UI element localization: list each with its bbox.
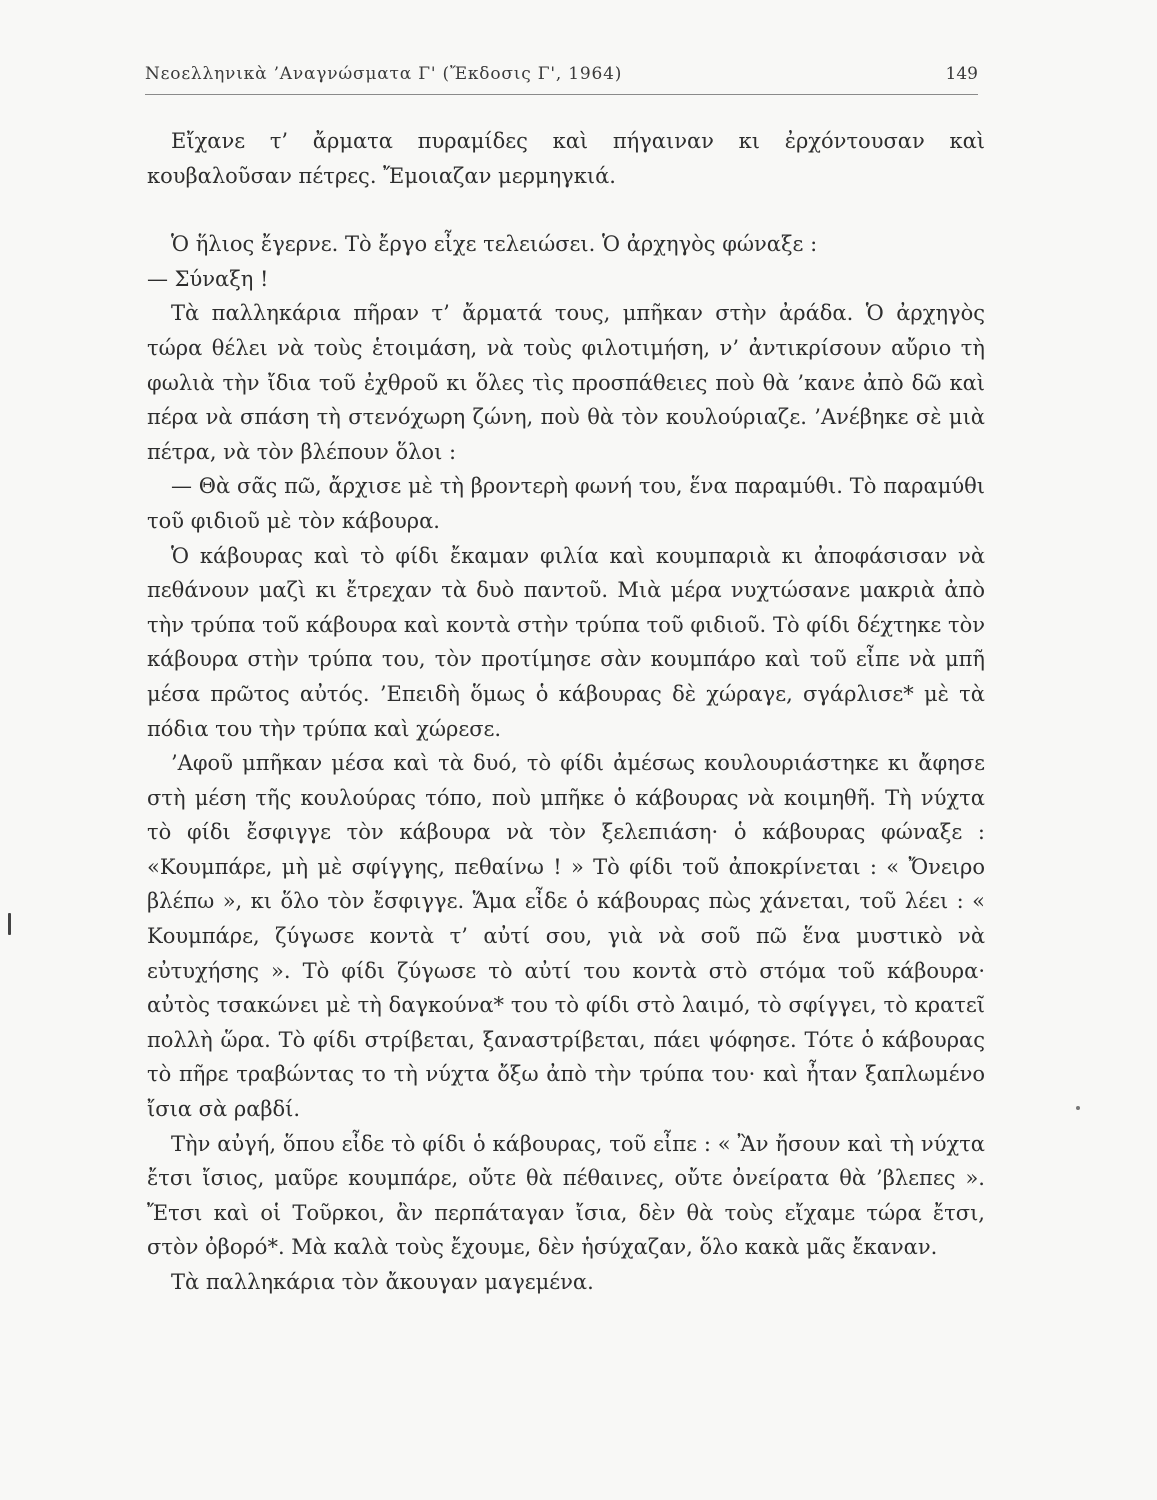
paragraph-9: Τὰ παλληκάρια τὸν ἄκουγαν μαγεμένα. <box>171 1270 594 1294</box>
ink-speck <box>1076 1106 1080 1110</box>
paragraph-7: ’Αφοῦ μπῆκαν μέσα καὶ τὰ δυό, τὸ φίδι ἀμέσως κουλουριάστηκε κι ἄφησε στὴ μέση τῆς κουλούρας τόπο, ποὺ μπῆκε ὁ κάβουρας νὰ κοιμηθῆ. Τὴ νύχτα τὸ φίδι ἔσφιγγε τὸν κάβουρα νὰ τὸν ξελεπιάση· ὁ κάβουρας φώναξε : «Κουμπάρε, μὴ μὲ σφίγγης, πεθαίνω ! » Τὸ φίδι τοῦ ἀποκρίνεται : « Ὄνειρο βλέπω », κι ὅλο τὸν ἔσφιγγε. Ἅμα εἶδε ὁ κάβουρας πὼς χάνεται, τοῦ λέει : « Κουμπάρε, ζύγωσε κοντὰ τ’ αὐτί σου, γιὰ νὰ σοῦ πῶ ἕνα μυστικὸ νὰ εὐτυχήσης ». Τὸ φίδι ζύγωσε τὸ αὐτί του κοντὰ στὸ στόμα τοῦ κάβουρα· αὐτὸς τσακώνει μὲ τὴ δαγκούνα* του τὸ φίδι στὸ λαιμό, τὸ σφίγγει, τὸ κρατεῖ πολλὴ ὥρα. Τὸ φίδι στρίβεται, ξαναστρίβεται, πάει ψόφησε. Τότε ὁ κάβουρας τὸ πῆρε τραβώντας το τὴ νύχτα ὄξω ἀπὸ τὴν τρύπα του· καὶ ἦταν ξαπλωμένο ἴσια σὰ ραβδί. <box>147 751 985 1122</box>
paragraph-3: — Σύναξη ! <box>147 266 269 291</box>
paragraph-5: — Θὰ σᾶς πῶ, ἄρχισε μὲ τὴ βροντερὴ φωνή του, ἕνα παραμύθι. Τὸ παραμύθι τοῦ φιδιοῦ μὲ τὸν κάβουρα. <box>147 474 985 533</box>
paragraph-1: Εἴχανε τ’ ἄρματα πυραμίδες καὶ πήγαιναν κι ἐρχόντουσαν καὶ κουβαλοῦσαν πέτρες. Ἔμοιαζαν μερμηγκιά. <box>147 129 985 188</box>
book-title: Νεοελληνικὰ ’Αναγνώσματα Γ' (Ἔκδοσις Γ', 1964) <box>145 64 623 84</box>
paragraph-4: Τὰ παλληκάρια πῆραν τ’ ἄρματά τους, μπῆκαν στὴν ἀράδα. Ὁ ἀρχηγὸς τώρα θέλει νὰ τοὺς ἑτοιμάση, νὰ τοὺς φιλοτιμήση, ν’ ἀντικρίσουν αὔριο τὴ φωλιὰ τὴν ἴδια τοῦ ἐχθροῦ κι ὅλες τὶς προσπάθειες ποὺ θὰ ’κανε ἀπὸ δῶ καὶ πέρα νὰ σπάση τὴ στενόχωρη ζώνη, ποὺ θὰ τὸν κουλούριαζε. ’Ανέβηκε σὲ μιὰ πέτρα, νὰ τὸν βλέπουν ὅλοι : <box>147 301 985 464</box>
running-header <box>145 60 978 95</box>
paragraph-6: Ὁ κάβουρας καὶ τὸ φίδι ἔκαμαν φιλία καὶ κουμπαριὰ κι ἀποφάσισαν νὰ πεθάνουν μαζὶ κι ἔτρεχαν τὰ δυὸ παντοῦ. Μιὰ μέρα νυχτώσανε μακριὰ ἀπὸ τὴν τρύπα τοῦ κάβουρα καὶ κοντὰ στὴν τρύπα τοῦ φιδιοῦ. Τὸ φίδι δέχτηκε τὸν κάβουρα στὴν τρύπα του, τὸν προτίμησε σὰν κουμπάρο καὶ τοῦ εἶπε νὰ μπῆ μέσα πρῶτος αὐτός. ’Επειδὴ ὅμως ὁ κάβουρας δὲ χώραγε, σγάρλισε* μὲ τὰ πόδια του τὴν τρύπα καὶ χώρεσε. <box>147 543 985 741</box>
paragraph-8: Τὴν αὐγή, ὅπου εἶδε τὸ φίδι ὁ κάβουρας, τοῦ εἶπε : « Ἂν ἤσουν καὶ τὴ νύχτα ἔτσι ἴσιος, μαῦρε κουμπάρε, οὔτε θὰ πέθαινες, οὔτε ὀνείρατα θὰ ’βλεπες ». Ἔτσι καὶ οἱ Τοῦρκοι, ἂν περπάταγαν ἴσια, δὲν θὰ τοὺς εἴχαμε τώρα ἔτσι, στὸν ὀβορό*. Μὰ καλὰ τοὺς ἔχουμε, δὲν ἡσύχαζαν, ὅλο κακὰ μᾶς ἔκαναν. <box>147 1131 985 1260</box>
body-text <box>147 124 985 1300</box>
paragraph-2: Ὁ ἥλιος ἔγερνε. Τὸ ἔργο εἶχε τελειώσει. Ὁ ἀρχηγὸς φώναξε : <box>171 232 818 257</box>
page-number: 149 <box>945 64 978 84</box>
margin-mark <box>8 913 11 935</box>
